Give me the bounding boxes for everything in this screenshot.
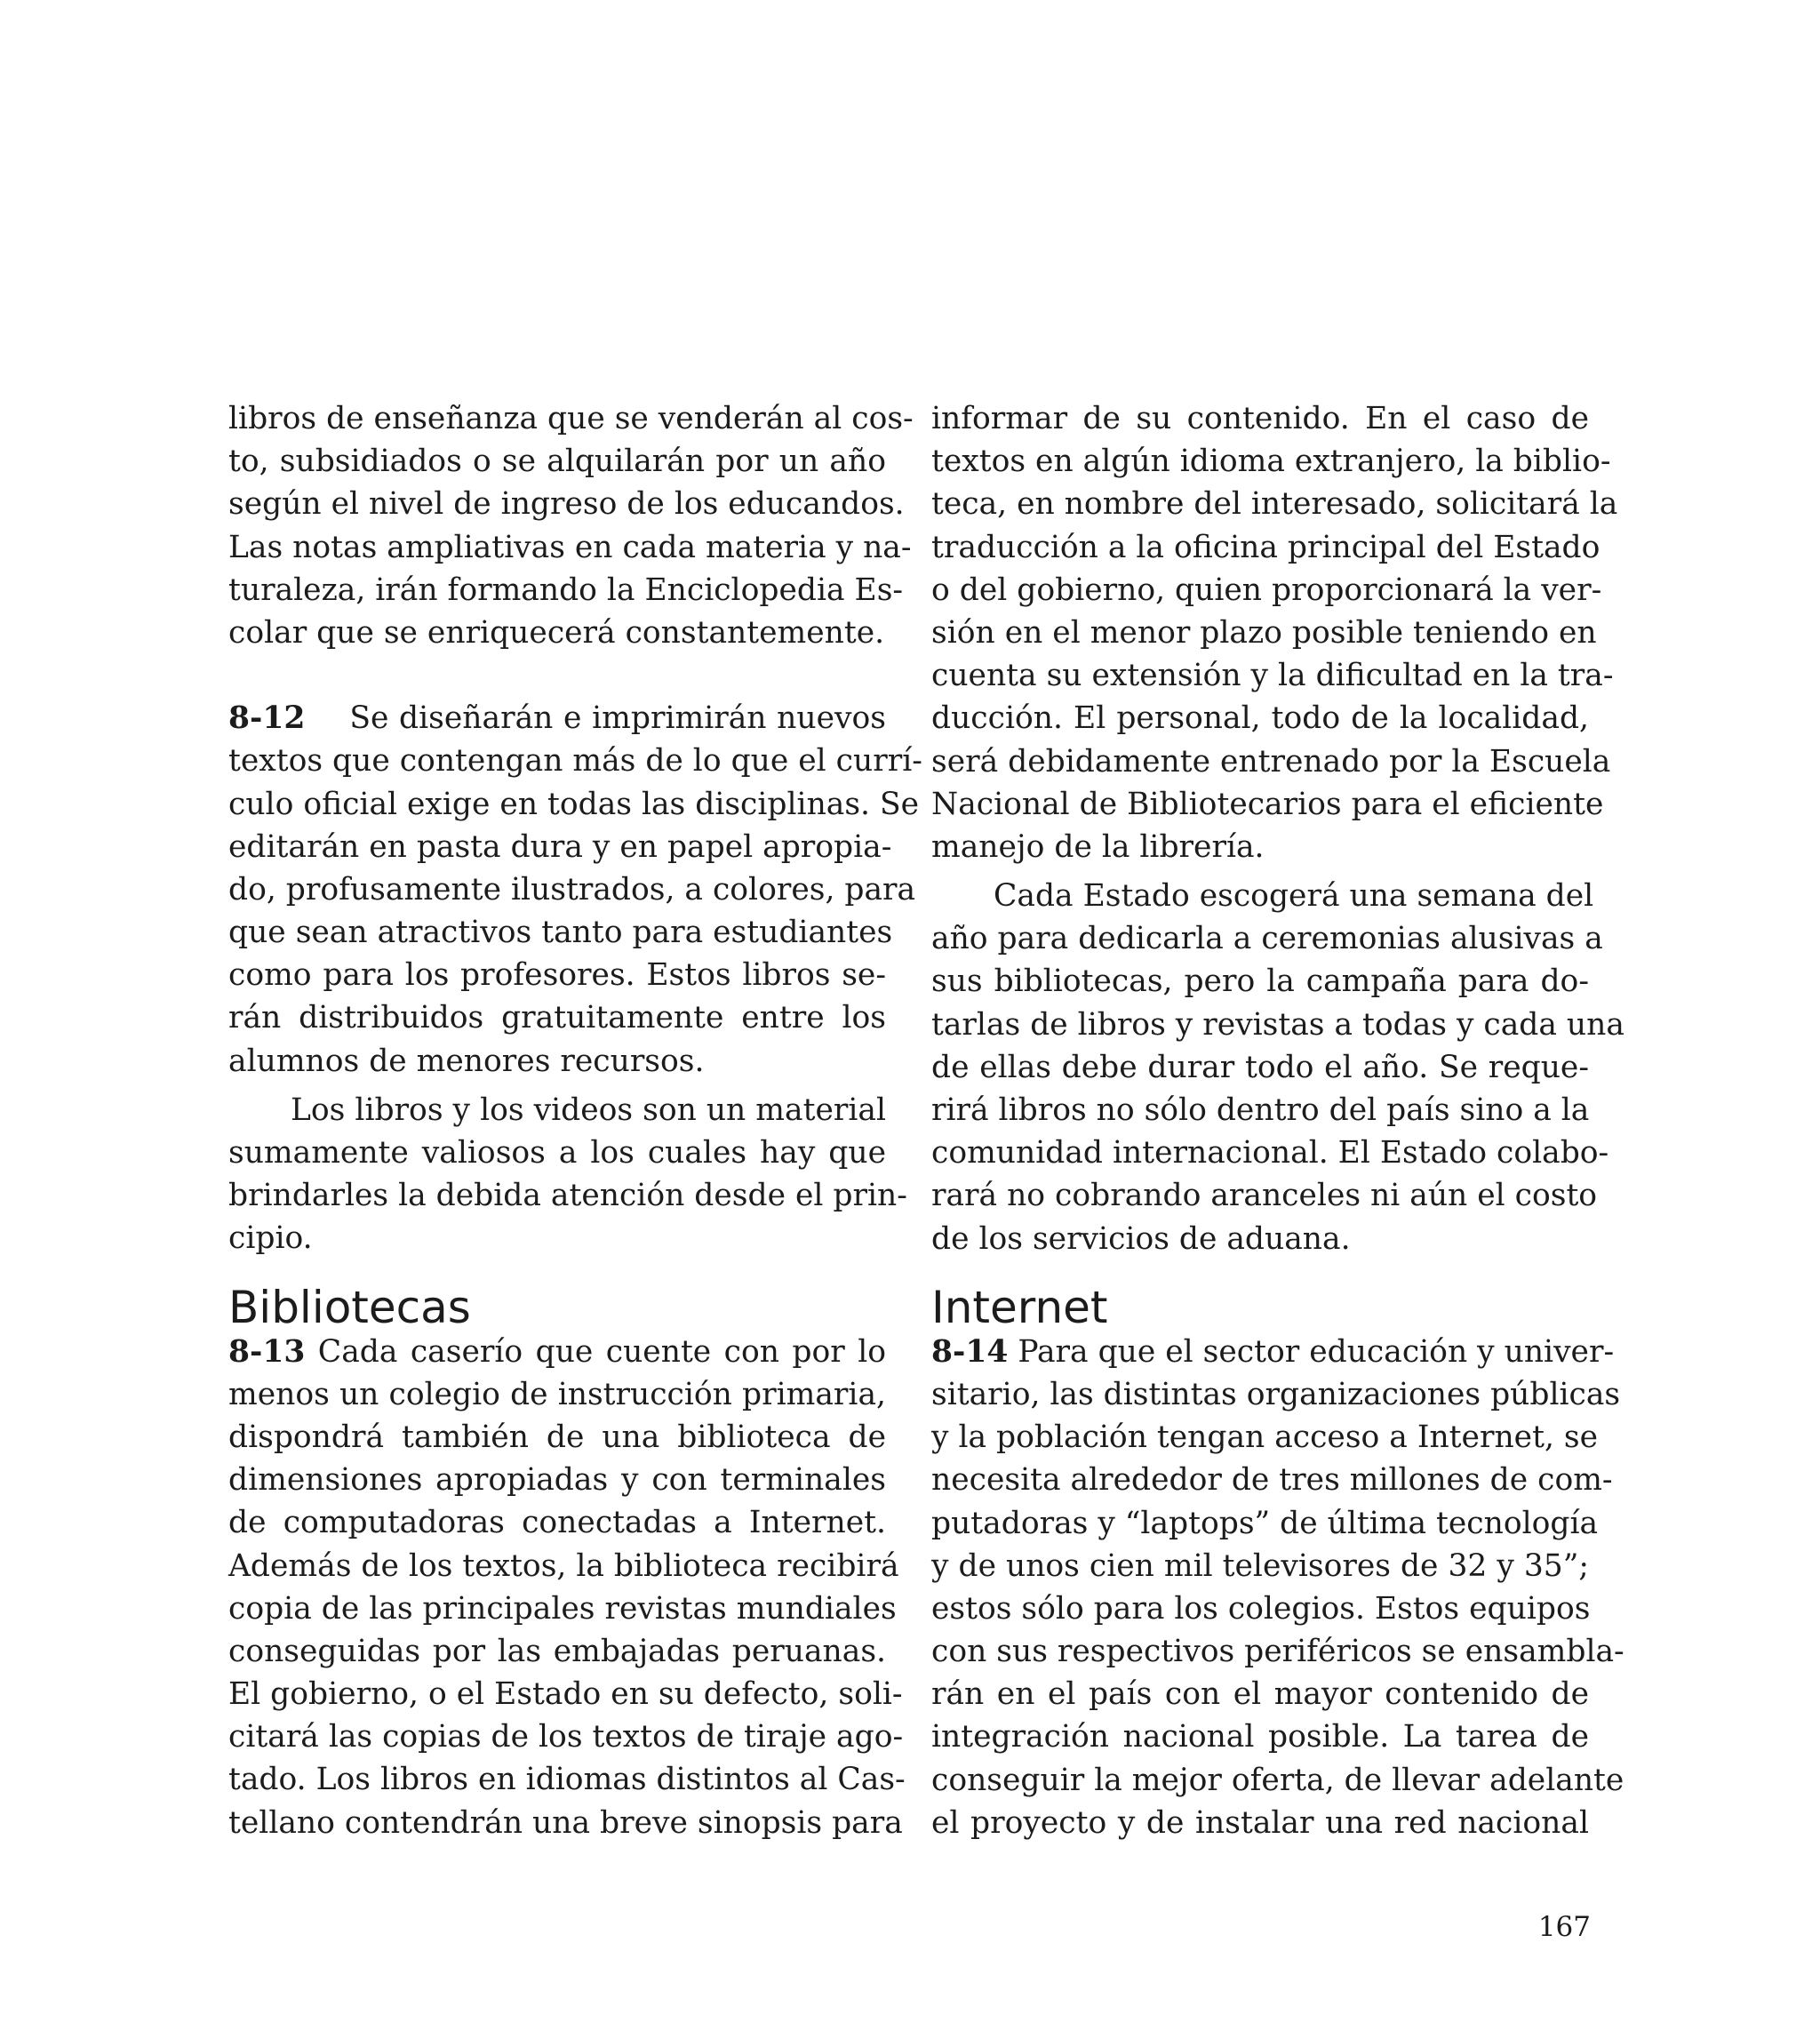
text-line: alumnos de menores recursos. [228,1043,705,1079]
text-line: informar de su contenido. En el caso de [931,401,1589,436]
text-line: do, profusamente ilustrados, a colores, para [228,871,916,908]
text-line: sión en el menor plazo posible teniendo en [931,614,1597,651]
text-line: de ellas debe durar todo el año. Se reque- [931,1049,1589,1085]
text-line: de computadoras conectadas a Internet. [228,1505,886,1541]
text-line: necesita alrededor de tres millones de com- [931,1462,1613,1499]
text-line: copia de las principales revistas mundiales [228,1590,897,1627]
text-line: to, subsidiados o se alquilarán por un año [228,444,886,480]
text-line: manejo de la librería. [931,828,1265,865]
heading-bibliotecas: Bibliotecas [228,1281,471,1333]
section-lead-text: Se diseñarán e imprimirán nuevos [349,700,886,737]
text-line: Los libros y los videos son un material [291,1091,886,1128]
text-line: sitario, las distintas organizaciones públicas [931,1376,1621,1412]
text-line: y de unos cien mil televisores de 32 y 35”; [931,1547,1589,1584]
text-line: con sus respectivos periféricos se ensambla- [931,1634,1624,1670]
text-line: Además de los textos, la biblioteca recibirá [228,1547,899,1584]
paragraph-semana-bibliotecas [931,875,1624,1260]
text-line: tado. Los libros en idiomas distintos al Cas- [228,1762,906,1798]
text-line: sumamente valiosos a los cuales hay que [228,1135,886,1171]
text-line: ducción. El personal, todo de la localidad, [931,700,1589,737]
text-line: dimensiones apropiadas y con terminales [228,1462,886,1499]
text-line: rará no cobrando aranceles ni aún el costo [931,1178,1598,1214]
text-line: editarán en pasta dura y en papel apropia- [228,828,892,865]
text-line: turaleza, irán formando la Enciclopedia Es- [228,572,904,608]
section-number: 8-12 [228,700,306,737]
text-line: y la población tengan acceso a Internet, se [931,1419,1599,1456]
text-line: será debidamente entrenado por la Escuela [931,743,1611,780]
text-line: teca, en nombre del interesado, solicitará la [931,486,1618,523]
text-line: conseguir la mejor oferta, de llevar adelante [931,1762,1624,1798]
text-line: sus bibliotecas, pero la campaña para do- [931,964,1589,1000]
text-line: putadoras y “laptops” de última tecnología [931,1505,1599,1541]
text-line: textos en algún idioma extranjero, la biblio- [931,444,1611,480]
text-line: comunidad internacional. El Estado colabo- [931,1135,1609,1171]
text-line: Nacional de Bibliotecarios para el eficiente [931,786,1604,822]
text-line: Cada Estado escogerá una semana del [994,878,1594,915]
section-8-13 [228,1331,906,1844]
section-lead-text: Para que el sector educación y univer- [1018,1333,1615,1370]
text-line: rán distribuidos gratuitamente entre los [228,1000,886,1036]
text-line: año para dedicarla a ceremonias alusivas a [931,921,1603,957]
paragraph-libros-videos [228,1089,907,1260]
text-line: Las notas ampliativas en cada materia y na- [228,529,912,565]
section-lead-text: Cada caserío que cuente con por lo [317,1333,887,1370]
text-line: dispondrá también de una biblioteca de [228,1419,886,1455]
text-line: integración nacional posible. La tarea de [931,1719,1589,1755]
text-line: conseguidas por las embajadas peruanas. [228,1633,886,1669]
text-line: rán en el país con el mayor contenido de [931,1676,1589,1713]
text-line: culo oficial exige en todas las disciplinas. Se [228,786,920,822]
text-line: que sean atractivos tanto para estudiantes [228,915,893,951]
text-line: traducción a la oficina principal del Estado [931,529,1600,565]
text-line: cipio. [228,1220,313,1257]
text-line: como para los profesores. Estos libros se- [228,957,886,994]
heading-internet: Internet [931,1281,1108,1333]
section-number: 8-13 [228,1333,306,1370]
text-line: colar que se enriquecerá constantemente. [228,614,885,651]
text-line: brindarles la debida atención desde el prin- [228,1178,907,1214]
left-column [228,397,922,1844]
text-line: o del gobierno, quien proporcionará la ver- [931,572,1602,608]
text-line: cuenta su extensión y la dificultad en la tra- [931,658,1614,694]
text-line: el proyecto y de instalar una red nacional [931,1804,1589,1841]
section-first-line [228,697,886,740]
section-8-12 [228,697,922,1083]
text-line: menos un colegio de instrucción primaria, [228,1376,886,1412]
page-number: 167 [1537,1911,1591,1943]
paragraph-traduccion [931,397,1618,868]
text-line: textos que contengan más de lo que el currí- [228,743,922,780]
paragraph-enciclopedia [228,397,914,654]
section-8-14 [931,1331,1624,1844]
text-line: tellano contendrán una breve sinopsis para [228,1804,903,1841]
text-line: según el nivel de ingreso de los educandos. [228,486,905,523]
section-number: 8-14 [931,1333,1009,1370]
right-column [931,397,1624,1844]
text-line: libros de enseñanza que se venderán al cos- [228,401,914,436]
text-line: El gobierno, o el Estado en su defecto, soli- [228,1676,903,1713]
text-line: estos sólo para los colegios. Estos equipos [931,1590,1591,1627]
section-first-line [931,1331,1615,1373]
text-line: rirá libros no sólo dentro del país sino a la [931,1092,1590,1128]
section-first-line [228,1331,886,1373]
text-line: citará las copias de los textos de tiraje ago- [228,1719,904,1755]
text-line: tarlas de libros y revistas a todas y cada una [931,1006,1624,1043]
text-line: de los servicios de aduana. [931,1220,1351,1257]
